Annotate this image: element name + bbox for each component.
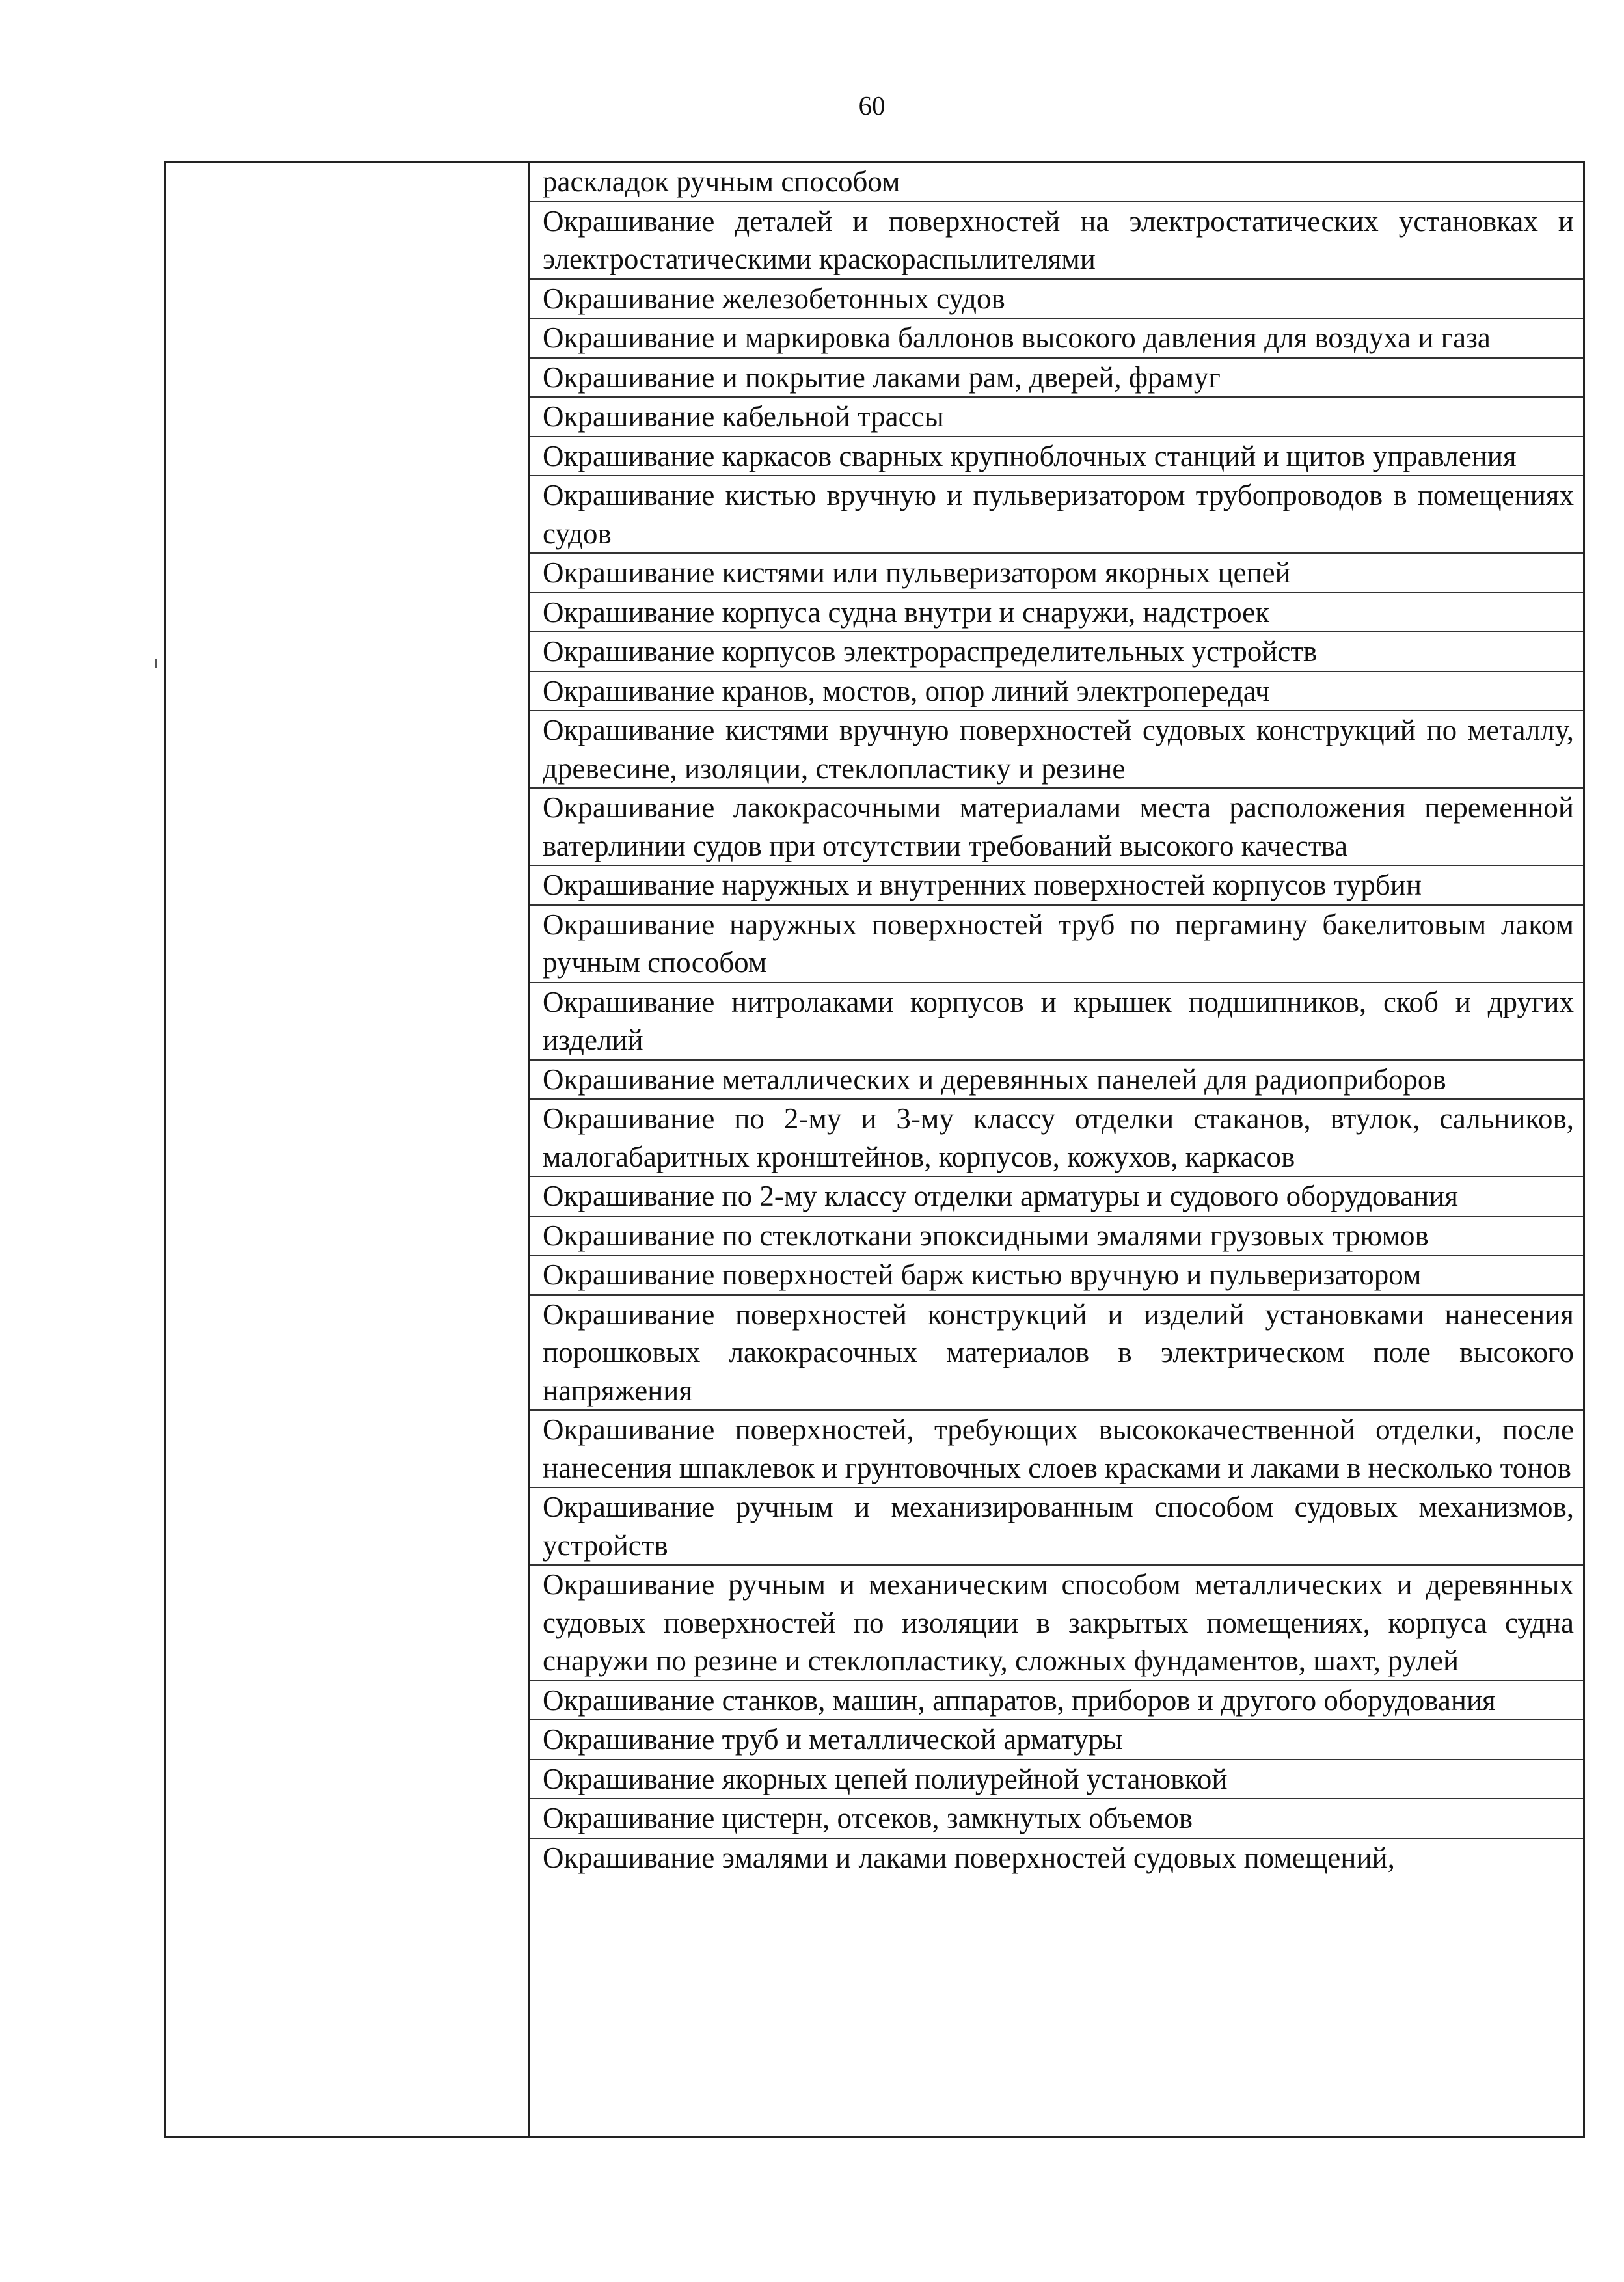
page-number: 60 [858,90,886,120]
table-row: Окрашивание цистерн, отсеков, замкнутых объемов [530,1799,1583,1839]
table-row: Окрашивание ручным и механизированным способом судовых механизмов, устройств [530,1488,1583,1566]
table-row: раскладок ручным способом [530,163,1583,202]
table-row: Окрашивание поверхностей барж кистью вручную и пульверизатором [530,1256,1583,1296]
table-row: Окрашивание корпусов электрораспределительных устройств [530,632,1583,672]
table-row: Окрашивание труб и металлической арматуры [530,1720,1583,1760]
table-row: Окрашивание кабельной трассы [530,398,1583,437]
table-row: Окрашивание эмалями и лаками поверхностей судовых помещений, [543,1841,1395,1874]
table-row: Окрашивание и маркировка баллонов высокого давления для воздуха и газа [530,319,1583,359]
table-row: Окрашивание якорных цепей полиурейной установкой [530,1760,1583,1800]
table-row: Окрашивание по 2-му и 3-му классу отделки стаканов, втулок, сальников, малогабаритных кронштейнов, корпусов, кожухов, каркасов [530,1100,1583,1177]
work-types-table [164,161,1585,2138]
table-row: Окрашивание поверхностей, требующих высококачественной отделки, после нанесения шпаклевок и грунтовочных слоев красками и лаками в несколько тонов [530,1411,1583,1488]
table-row: Окрашивание поверхностей конструкций и изделий установками нанесения порошковых лакокрасочных материалов в электрическом поле высокого напряжения [530,1296,1583,1411]
table-row: Окрашивание станков, машин, аппаратов, приборов и другого оборудования [530,1681,1583,1721]
table-row: Окрашивание и покрытие лаками рам, дверей, фрамуг [530,359,1583,398]
table-row: Окрашивание железобетонных судов [530,280,1583,319]
table-row: Окрашивание ручным и механическим способом металлических и деревянных судовых поверхностей по изоляции в закрытых помещениях, корпуса судна снаружи по резине и стеклопластику, сложных фундаментов, шахт, рулей [530,1566,1583,1681]
table-row: Окрашивание кистями или пульверизатором якорных цепей [530,554,1583,593]
table-row: Окрашивание деталей и поверхностей на электростатических установках и электростатическими краскораспылителями [530,202,1583,280]
table-row: Окрашивание металлических и деревянных панелей для радиоприборов [530,1061,1583,1100]
table-row: Окрашивание лакокрасочными материалами места расположения переменной ватерлинии судов при отсутствии требований высокого качества [530,789,1583,866]
table-right-column [530,163,1583,1877]
table-row: Окрашивание по стеклоткани эпоксидными эмалями грузовых трюмов [530,1217,1583,1256]
table-row: Окрашивание наружных поверхностей труб по пергамину бакелитовым лаком ручным способом [530,906,1583,983]
table-row: Окрашивание кистями вручную поверхностей судовых конструкций по металлу, древесине, изоляции, стеклопластику и резине [530,711,1583,789]
table-row: Окрашивание наружных и внутренних поверхностей корпусов турбин [530,866,1583,906]
table-row: Окрашивание кранов, мостов, опор линий электропередач [530,672,1583,712]
table-left-column-empty [166,163,530,2136]
table-row: Окрашивание нитролаками корпусов и крышек подшипников, скоб и других изделий [530,983,1583,1061]
margin-mark [155,659,157,668]
table-row: Окрашивание корпуса судна внутри и снаружи, надстроек [530,593,1583,633]
table-row: Окрашивание каркасов сварных крупноблочных станций и щитов управления [530,437,1583,477]
table-row: Окрашивание по 2-му классу отделки арматуры и судового оборудования [530,1177,1583,1217]
table-row: Окрашивание кистью вручную и пульверизатором трубопроводов в помещениях судов [530,476,1583,554]
